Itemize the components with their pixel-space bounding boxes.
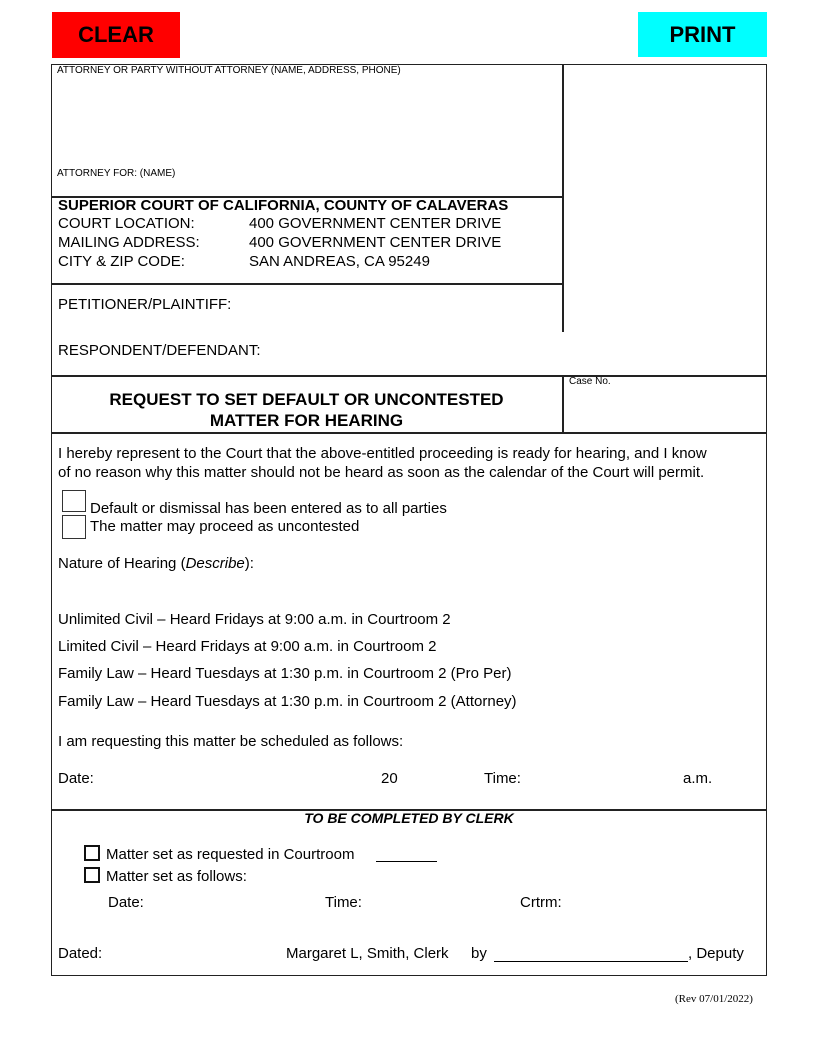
hearing-option[interactable]: Family Law – Heard Tuesdays at 1:30 p.m. in Courtroom 2 (Attorney)	[58, 693, 517, 710]
court-location: 400 GOVERNMENT CENTER DRIVE	[249, 215, 502, 232]
date-label: Date:	[58, 770, 94, 787]
deputy-label: , Deputy	[688, 945, 744, 962]
divider	[562, 64, 564, 332]
uncontested-checkbox[interactable]	[62, 515, 86, 539]
hearing-option[interactable]: Limited Civil – Heard Fridays at 9:00 a.m. in Courtroom 2	[58, 638, 437, 655]
nature-of-hearing-label	[58, 555, 254, 572]
title-line-2: MATTER FOR HEARING	[209, 411, 404, 430]
hearing-option[interactable]: Family Law – Heard Tuesdays at 1:30 p.m. in Courtroom 2 (Pro Per)	[58, 665, 512, 682]
mailing-address: 400 GOVERNMENT CENTER DRIVE	[249, 234, 502, 251]
title-line-1: REQUEST TO SET DEFAULT OR UNCONTESTED	[109, 390, 504, 409]
nature-label: Nature of Hearing (	[58, 555, 186, 572]
divider	[562, 375, 564, 432]
city-zip: SAN ANDREAS, CA 95249	[249, 253, 430, 270]
dated-label: Dated:	[58, 945, 103, 962]
city-label: CITY & ZIP CODE:	[58, 253, 185, 270]
attorney-label: ATTORNEY OR PARTY WITHOUT ATTORNEY (NAME, ADDRESS, PHONE)	[57, 65, 401, 76]
hearing-option[interactable]: Unlimited Civil – Heard Fridays at 9:00 a.m. in Courtroom 2	[58, 611, 451, 628]
clear-button[interactable]: CLEAR	[52, 12, 180, 58]
time-label: Time:	[484, 770, 521, 787]
matter-set-requested-checkbox[interactable]	[84, 845, 100, 861]
respondent-label: RESPONDENT/DEFENDANT:	[58, 342, 261, 359]
intro-line-2: of no reason why this matter should not be heard as soon as the calendar of the Court will permit.	[58, 464, 705, 481]
mailing-label: MAILING ADDRESS:	[58, 234, 200, 251]
by-label: by	[471, 945, 487, 962]
clerk-date-label: Date:	[108, 894, 144, 911]
court-location-label: COURT LOCATION:	[58, 215, 195, 232]
nature-end: ):	[244, 555, 254, 572]
year-prefix: 20	[381, 770, 398, 787]
petitioner-label: PETITIONER/PLAINTIFF:	[58, 296, 232, 313]
matter-set-follows-label: Matter set as follows:	[106, 868, 247, 885]
clerk-crtrm-label: Crtrm:	[520, 894, 562, 911]
print-button[interactable]: PRINT	[638, 12, 767, 57]
clerk-name: Margaret L, Smith, Clerk	[286, 945, 449, 962]
nature-describe: Describe	[185, 555, 245, 572]
deputy-signature-blank	[494, 945, 688, 962]
divider	[51, 432, 767, 434]
request-label: I am requesting this matter be scheduled as follows:	[58, 733, 404, 750]
default-checkbox[interactable]	[62, 490, 86, 512]
divider	[51, 375, 767, 377]
matter-set-requested-label: Matter set as requested in Courtroom	[106, 846, 355, 863]
divider	[51, 283, 563, 285]
court-name: SUPERIOR COURT OF CALIFORNIA, COUNTY OF CALAVERAS	[58, 197, 509, 214]
intro-line-1: I hereby represent to the Court that the above-entitled proceeding is ready for hearing, and I know	[58, 445, 707, 462]
form-title	[51, 389, 562, 431]
am-label: a.m.	[683, 770, 713, 787]
case-no-label: Case No.	[569, 376, 611, 387]
revision-date: (Rev 07/01/2022)	[675, 993, 753, 1005]
attorney-for-label: ATTORNEY FOR: (NAME)	[57, 168, 176, 179]
courtroom-blank	[376, 845, 437, 862]
clerk-time-label: Time:	[325, 894, 362, 911]
clerk-heading: TO BE COMPLETED BY CLERK	[304, 810, 514, 826]
default-checkbox-label: Default or dismissal has been entered as to all parties	[90, 500, 447, 517]
uncontested-checkbox-label: The matter may proceed as uncontested	[90, 518, 360, 535]
matter-set-follows-checkbox[interactable]	[84, 867, 100, 883]
